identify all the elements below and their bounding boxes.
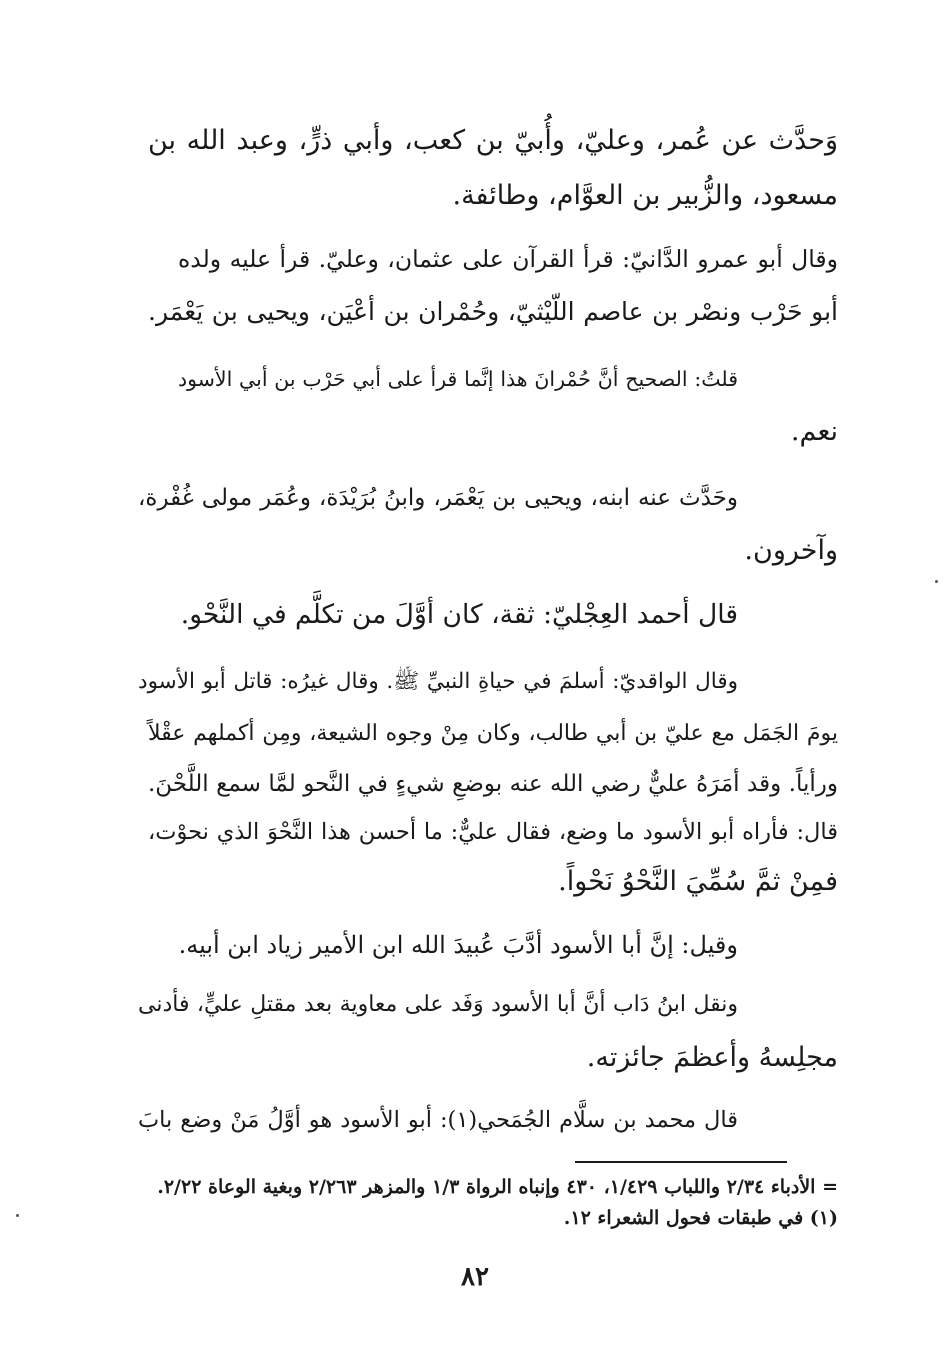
paragraph-6-line-3: ورأياً. وقد أمَرَهُ عليٌّ رضي الله عنه بوضعِ شيءٍ في النَّحو لمَّا سمع اللَّحْنَ. — [148, 771, 838, 797]
paragraph-9-line-1: قال محمد بن سلَّام الجُمَحي(١): أبو الأسود هو أوَّلُ مَنْ وضع بابَ — [138, 1107, 738, 1133]
paragraph-8-line-1: ونقل ابنُ دَاب أنَّ أبا الأسود وَفَد على معاوية بعد مقتلِ عليٍّ، فأدنى — [138, 992, 738, 1017]
paragraph-2-line-2: أبو حَرْب ونصْر بن عاصم اللّيْثيّ، وحُمْران بن أعْيَن، ويحيى بن يَعْمَر. — [148, 297, 838, 326]
page-number: ٨٢ — [461, 1262, 489, 1292]
paragraph-4-line-1: وحَدَّث عنه ابنه، ويحيى بن يَعْمَر، وابنُ بُرَيْدَة، وعُمَر مولى غُفْرة، — [138, 485, 738, 511]
paragraph-6-line-1: وقال الواقديّ: أسلمَ في حياةِ النبيِّ ﷺ. وقال غيرُه: قاتل أبو الأسود — [138, 669, 738, 694]
paragraph-4-line-2: وآخرون. — [744, 535, 838, 566]
scan-speck — [16, 1214, 19, 1217]
paragraph-6-line-4: قال: فأراه أبو الأسود ما وضع، فقال عليٌّ: ما أحسن هذا النَّحْوَ الذي نحوْت، — [148, 819, 838, 845]
paragraph-8-line-2: مجلِسهُ وأعظمَ جائزته. — [586, 1042, 838, 1073]
footnote-1: (١) في طبقات فحول الشعراء ١٢. — [563, 1207, 838, 1229]
paragraph-2-line-1: وقال أبو عمرو الدَّانيّ: قرأ القرآن على عثمان، وعليّ. قرأ عليه ولده — [178, 245, 838, 273]
paragraph-1-line-1: وَحدَّث عن عُمر، وعليّ، وأُبيّ بن كعب، وأبي ذرٍّ، وعبد الله بن — [148, 125, 838, 156]
paragraph-1-line-2: مسعود، والزُّبير بن العوَّام، وطائفة. — [452, 180, 838, 211]
paragraph-3-line-2: نعم. — [790, 416, 838, 447]
footnote-continuation: = الأدباء ٢/٣٤ واللباب ١/٤٢٩، ٤٣٠ وإنباه الرواة ١/٣ والمزهر ٢/٢٦٣ وبغية الوعاة ٢/٢٢. — [157, 1176, 838, 1198]
scan-speck — [935, 580, 938, 583]
paragraph-7-line-1: وقيل: إنَّ أبا الأسود أدَّبَ عُبيدَ الله ابن الأمير زياد ابن أبيه. — [178, 931, 738, 959]
paragraph-6-line-2: يومَ الجَمَل مع عليّ بن أبي طالب، وكان مِنْ وجوه الشيعة، ومِن أكملهم عقْلاً — [148, 721, 838, 746]
paragraph-5-line-1: قال أحمد العِجْليّ: ثقة، كان أوَّلَ من تكلَّم في النَّحْو. — [180, 599, 738, 630]
paragraph-6-line-5: فمِنْ ثمَّ سُمِّيَ النَّحْوُ نَحْواً. — [558, 866, 838, 897]
footnote-separator — [575, 1161, 787, 1163]
paragraph-3-line-1: قلتُ: الصحيح أنَّ حُمْرانَ هذا إنَّما قرأ على أبي حَرْب بن أبي الأسود — [178, 367, 738, 391]
